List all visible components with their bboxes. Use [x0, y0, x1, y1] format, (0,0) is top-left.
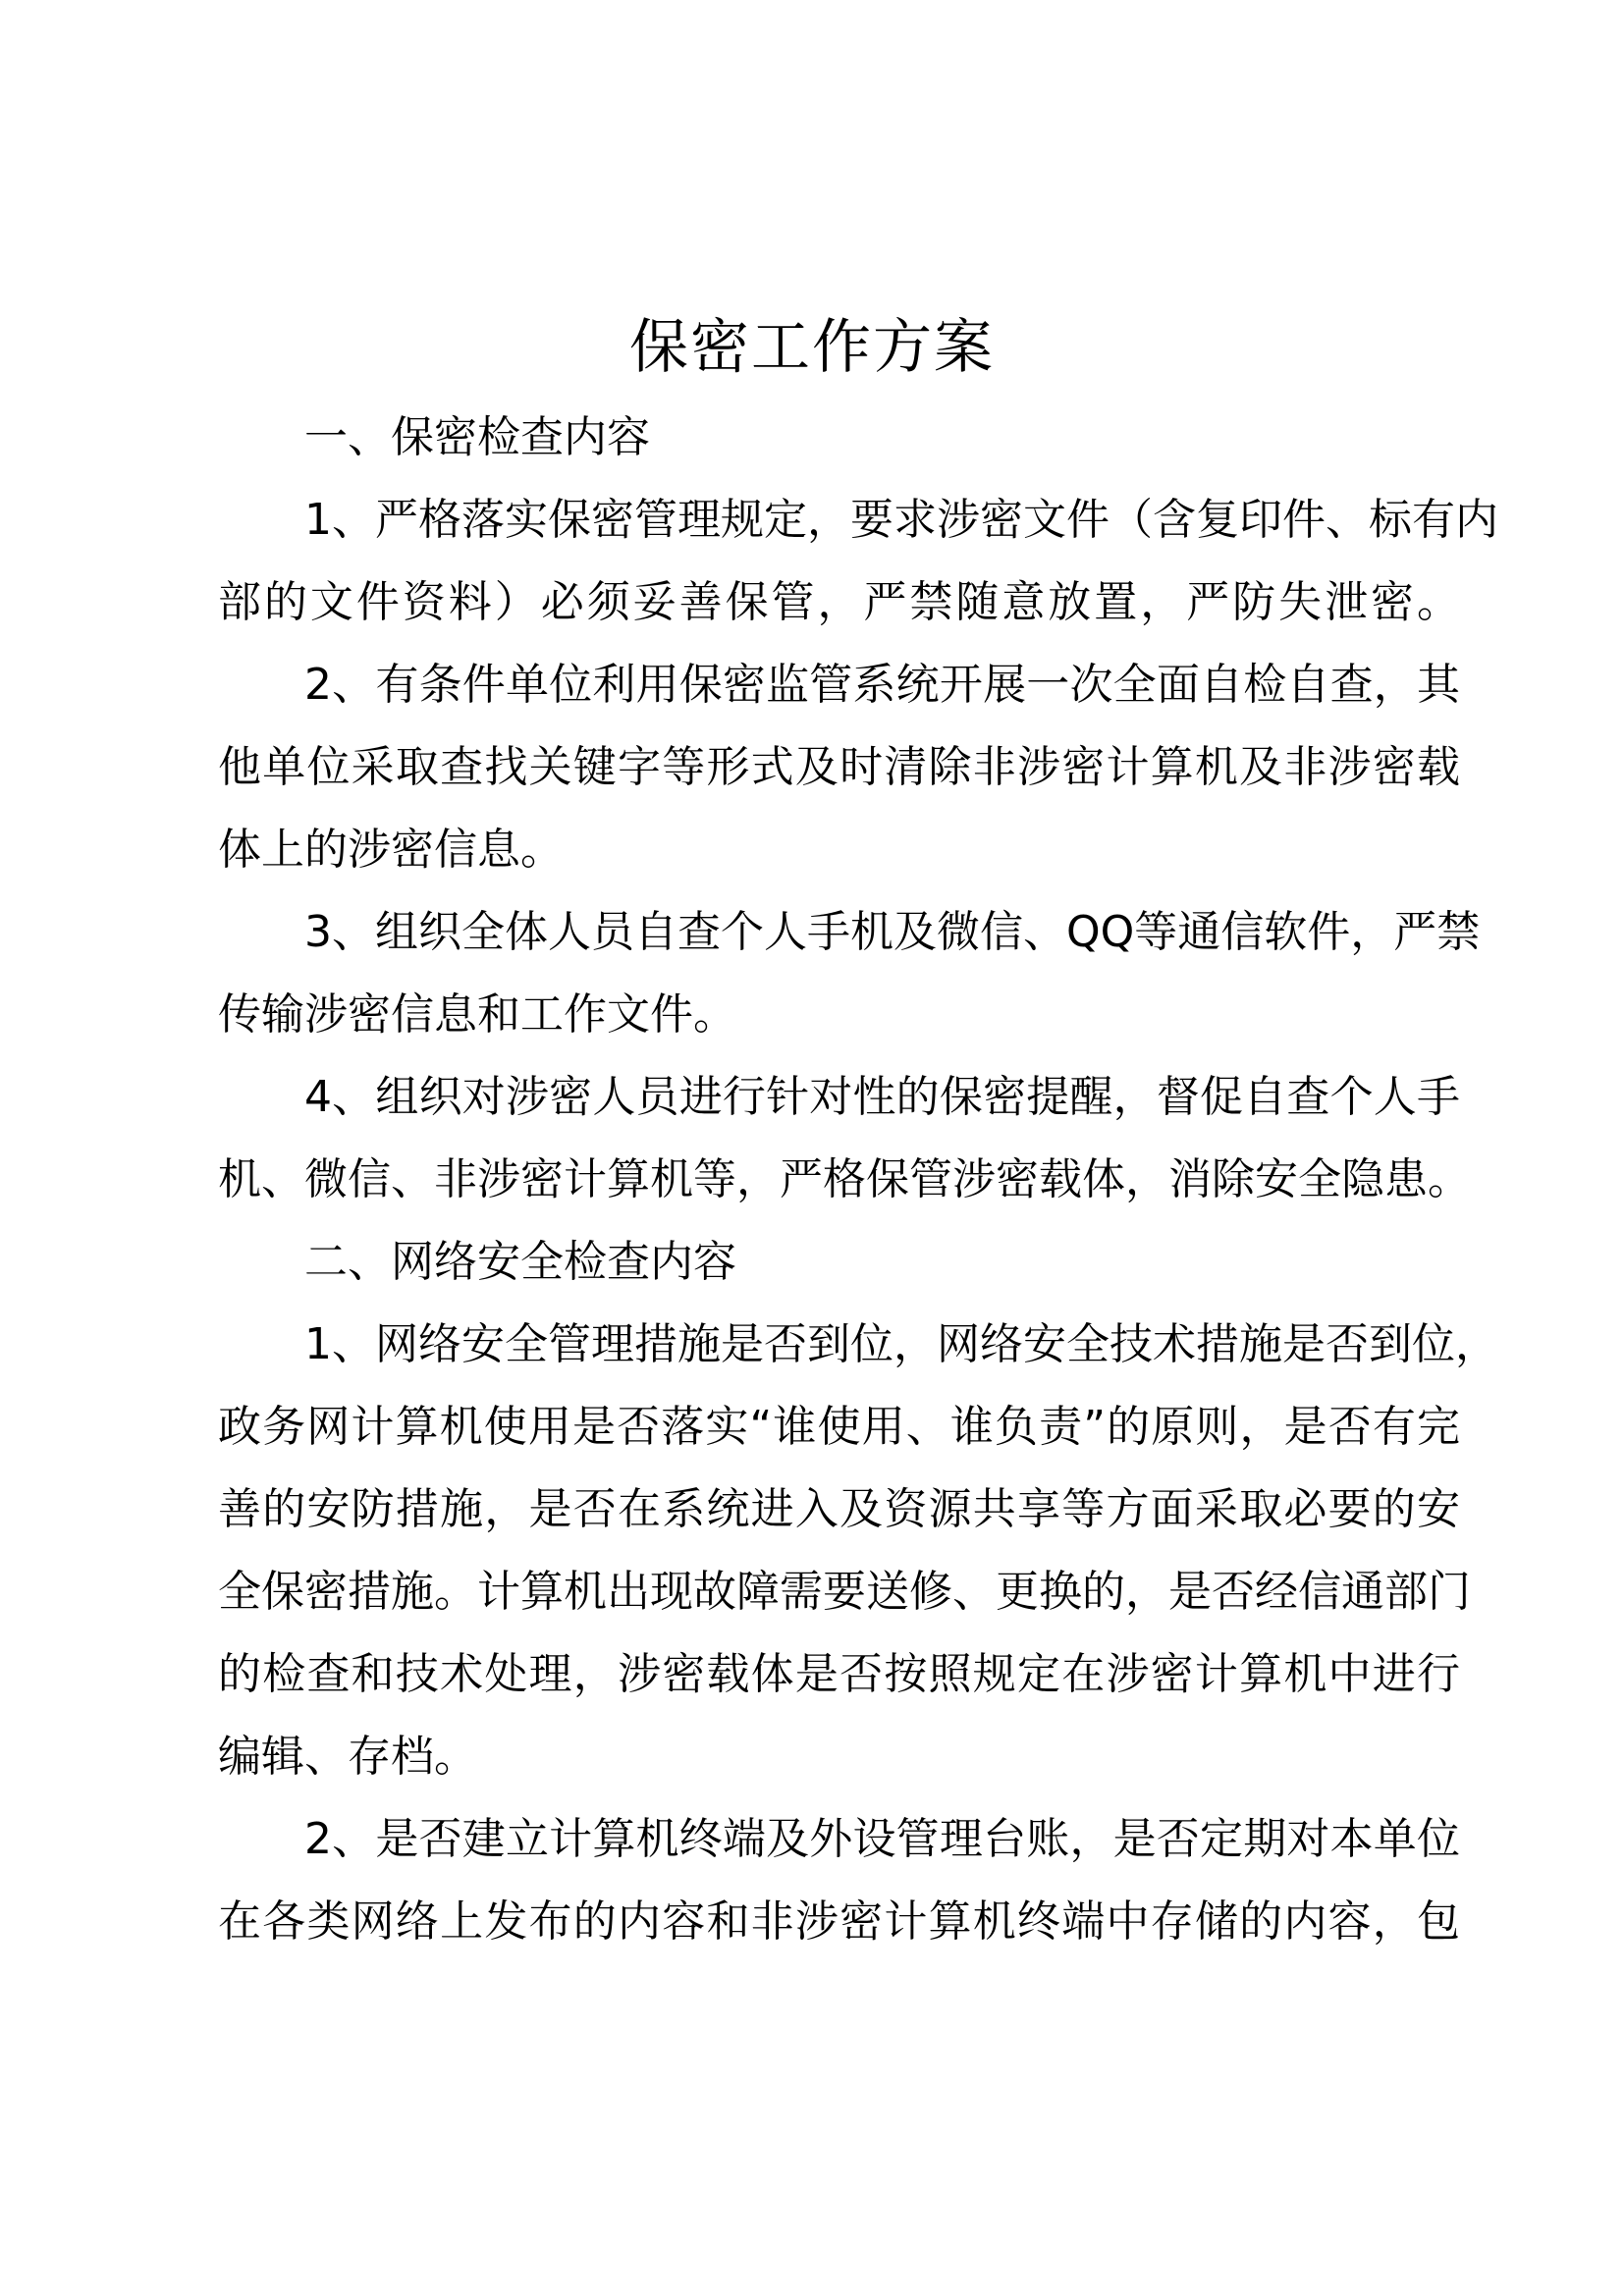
text-line: 一、保密检查内容: [304, 412, 650, 462]
text-line: 他单位采取查找关键字等形式及时清除非涉密计算机及非涉密载: [218, 742, 1460, 792]
text-line: 善的安防措施，是否在系统进入及资源共享等方面采取必要的安: [218, 1484, 1460, 1534]
text-line: 全保密措施。计算机出现故障需要送修、更换的，是否经信通部门: [218, 1567, 1471, 1617]
text-line: 2、有条件单位利用保密监管系统开展一次全面自检自查，其: [304, 660, 1460, 710]
text-line: 1、严格落实保密管理规定，要求涉密文件（含复印件、标有内: [304, 495, 1498, 545]
text-line: 1、网络安全管理措施是否到位，网络安全技术措施是否到位，: [304, 1319, 1498, 1369]
text-line: 二、网络安全检查内容: [304, 1237, 736, 1287]
document-title: 保密工作方案: [629, 313, 995, 382]
text-line: 的检查和技术处理，涉密载体是否按照规定在涉密计算机中进行: [218, 1649, 1460, 1699]
text-line: 体上的涉密信息。: [218, 825, 564, 875]
text-line: 在各类网络上发布的内容和非涉密计算机终端中存储的内容，包: [218, 1896, 1460, 1947]
text-line: 部的文件资料）必须妥善保管，严禁随意放置，严防失泄密。: [218, 577, 1460, 627]
text-line: 机、微信、非涉密计算机等，严格保管涉密载体，消除安全隐患。: [218, 1154, 1471, 1204]
text-line: 3、组织全体人员自查个人手机及微信、QQ等通信软件，严禁: [304, 907, 1481, 957]
text-line: 编辑、存档。: [218, 1732, 477, 1782]
text-line: 传输涉密信息和工作文件。: [218, 989, 736, 1040]
text-line: 政务网计算机使用是否落实“谁使用、谁负责”的原则，是否有完: [218, 1402, 1460, 1452]
document-body: [218, 397, 1498, 1963]
text-line: 4、组织对涉密人员进行针对性的保密提醒，督促自查个人手: [304, 1072, 1460, 1122]
text-line: 2、是否建立计算机终端及外设管理台账，是否定期对本单位: [304, 1814, 1460, 1864]
